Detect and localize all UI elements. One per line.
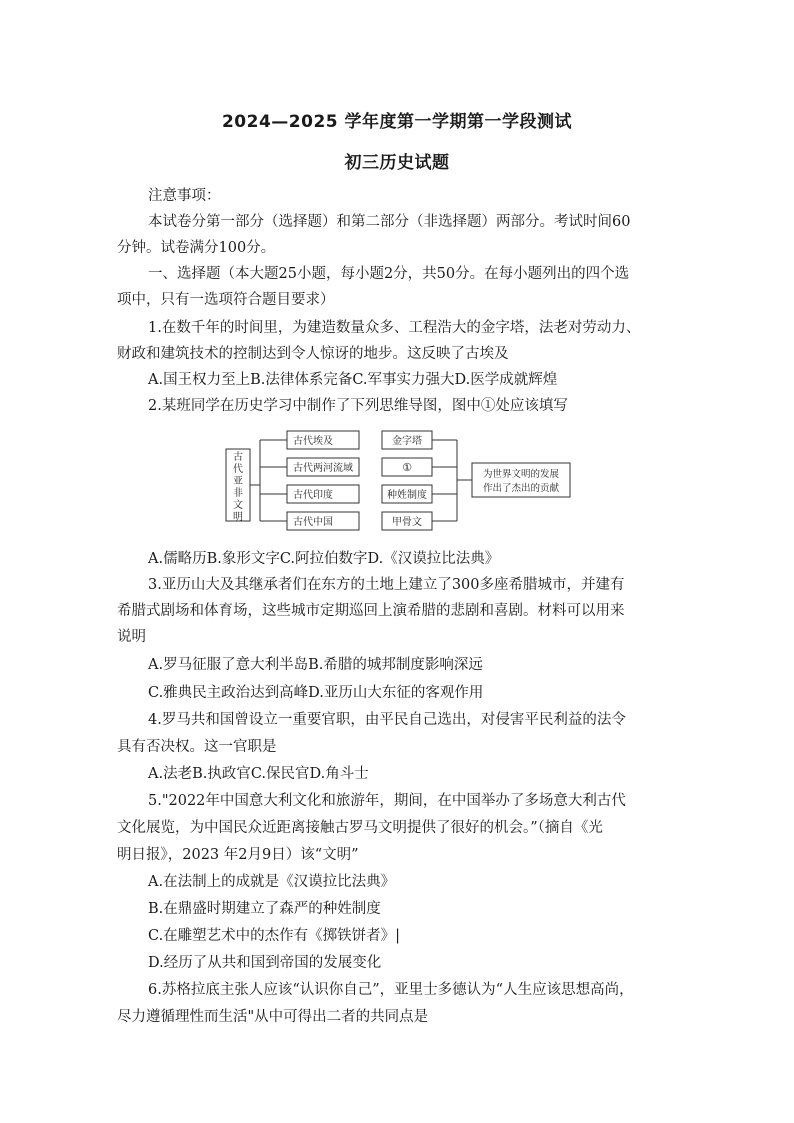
section-heading-line-1: 一、选择题（本大题25小题，每小题2分，共50分。在每小题列出的四个选 (148, 266, 630, 282)
question-3-line-1: 3.亚历山大及其继承者们在东方的土地上建立了300多座希腊城市，并建有 (148, 577, 625, 593)
diagram-root-char: 非 (233, 488, 243, 499)
diagram-right-bracket (432, 440, 472, 521)
question-2-options: A.儒略历B.象形文字C.阿拉伯数字D.《汉谟拉比法典》 (148, 551, 500, 567)
exam-title: 2024—2025 学年度第一学期第一学段测试 (221, 112, 573, 132)
diagram-item-label: ① (402, 461, 412, 474)
question-5-option-a: A.在法制上的成就是《汉谟拉比法典》 (148, 874, 396, 890)
diagram-civ-label: 古代两河流域 (293, 463, 353, 474)
diagram-item-label: 金字塔 (392, 436, 422, 447)
question-4-line-2: 具有否决权。这一官职是 (117, 739, 277, 755)
diagram-item-label: 种姓制度 (387, 490, 427, 501)
diagram-left-bracket (250, 440, 287, 521)
question-3-line-3: 说明 (117, 629, 146, 645)
diagram-root-char: 代 (233, 464, 243, 475)
question-2-line-1: 2.某班同学在历史学习中制作了下列思维导图，图中①处应该填写 (148, 398, 568, 414)
diagram-item-label: 甲骨文 (392, 517, 422, 528)
question-4-line-1: 4.罗马共和国曾设立一重要官职，由平民自己选出，对侵害平民利益的法令 (148, 712, 626, 728)
question-5-line-1: 5."2022年中国意大利文化和旅游年，期间，在中国举办了多场意大利古代 (148, 793, 626, 809)
question-5-option-c: C.在雕塑艺术中的杰作有《掷铁饼者》| (148, 928, 401, 944)
notice-heading: 注意事项： (148, 188, 221, 204)
diagram-root-char: 明 (233, 512, 243, 523)
notice-line-1: 本试卷分第一部分（选择题）和第二部分（非选择题）两部分。考试时间60 (148, 214, 631, 230)
question-3-options-1: A.罗马征服了意大利半岛B.希腊的城邦制度影响深远 (148, 657, 483, 673)
section-heading-line-2: 项中，只有一选项符合题目要求） (117, 292, 335, 308)
diagram-result-line-2: 作出了杰出的贡献 (482, 483, 560, 494)
notice-line-2: 分钟。试卷满分100分。 (117, 240, 276, 256)
question-3-options-2: C.雅典民主政治达到高峰D.亚历山大东征的客观作用 (148, 685, 484, 701)
question-4-options: A.法老B.执政官C.保民官D.角斗士 (148, 766, 369, 782)
diagram-result-line-1: 为世界文明的发展 (482, 469, 560, 480)
exam-subtitle: 初三历史试题 (344, 153, 450, 173)
question-1-line-1: 1.在数千年的时间里，为建造数量众多、工程浩大的金字塔，法老对劳动力、 (148, 320, 641, 336)
question-1-line-2: 财政和建筑技术的控制达到令人惊讶的地步。这反映了古埃及 (117, 346, 509, 362)
diagram-root-char: 古 (233, 452, 243, 463)
diagram-civ-label: 古代印度 (293, 490, 333, 501)
diagram-root-char: 亚 (233, 476, 243, 487)
diagram-root-char: 文 (233, 500, 243, 511)
question-3-line-2: 希腊式剧场和体育场，这些城市定期巡回上演希腊的悲剧和喜剧。材料可以用来 (117, 603, 625, 619)
question-5-option-b: B.在鼎盛时期建立了森严的种姓制度 (148, 901, 381, 917)
diagram-civ-label: 古代中国 (293, 517, 333, 528)
question-5-option-d: D.经历了从共和国到帝国的发展变化 (148, 955, 382, 971)
question-1-options: A.国王权力至上B.法律体系完备C.军事实力强大D.医学成就辉煌 (148, 372, 558, 388)
mind-map-diagram (222, 425, 610, 535)
question-5-line-3: 明日报》，2023 年2月9日）该“文明” (117, 847, 359, 863)
question-6-line-1: 6.苏格拉底主张人应该“认识你自己”，亚里士多德认为“人生应该思想高尚， (148, 982, 634, 998)
diagram-civ-label: 古代埃及 (293, 436, 333, 447)
question-5-line-2: 文化展览，为中国民众近距离接触古罗马文明提供了很好的机会。”（摘自《光 (117, 820, 603, 836)
question-6-line-2: 尽力遵循理性而生活"从中可得出二者的共同点是 (117, 1009, 429, 1025)
